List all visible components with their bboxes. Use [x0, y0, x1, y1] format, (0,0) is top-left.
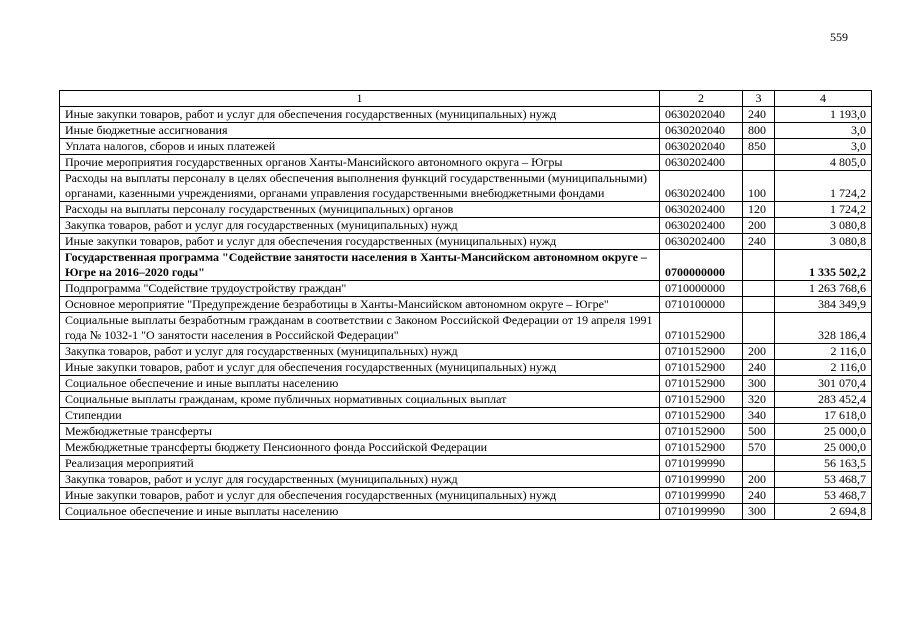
table-row	[60, 376, 872, 392]
row-code-cell: 0710152900	[660, 376, 743, 392]
row-type-cell: 240	[743, 488, 775, 504]
row-amount-cell: 1 724,2	[775, 202, 872, 218]
row-name-cell: Иные закупки товаров, работ и услуг для обеспечения государственных (муниципальных) нужд	[60, 107, 660, 123]
row-name-cell: Закупка товаров, работ и услуг для государственных (муниципальных) нужд	[60, 218, 660, 234]
row-type-cell	[743, 155, 775, 171]
row-amount-cell: 17 618,0	[775, 408, 872, 424]
row-amount-cell: 56 163,5	[775, 456, 872, 472]
table-row	[60, 360, 872, 376]
row-code-cell: 0710000000	[660, 281, 743, 297]
table-row	[60, 440, 872, 456]
header-col-3: 3	[743, 91, 775, 107]
row-code-cell: 0710199990	[660, 456, 743, 472]
row-name-cell: Уплата налогов, сборов и иных платежей	[60, 139, 660, 155]
row-amount-cell: 53 468,7	[775, 488, 872, 504]
table-row	[60, 218, 872, 234]
table-row	[60, 408, 872, 424]
table-row	[60, 202, 872, 218]
row-type-cell: 850	[743, 139, 775, 155]
row-name-cell: Государственная программа "Содействие занятости населения в Ханты-Мансийском автономном округе – Югре на 2016–2020 годы"	[60, 250, 660, 281]
table-row	[60, 504, 872, 520]
row-code-cell: 0630202400	[660, 155, 743, 171]
page-number: 559	[830, 30, 848, 44]
row-type-cell: 500	[743, 424, 775, 440]
row-amount-cell: 3,0	[775, 139, 872, 155]
row-type-cell	[743, 281, 775, 297]
row-code-cell: 0700000000	[660, 250, 743, 281]
table-row	[60, 344, 872, 360]
row-amount-cell: 3 080,8	[775, 218, 872, 234]
row-code-cell: 0710152900	[660, 313, 743, 344]
row-type-cell	[743, 297, 775, 313]
table-row	[60, 488, 872, 504]
row-type-cell: 200	[743, 472, 775, 488]
row-amount-cell: 2 694,8	[775, 504, 872, 520]
table-row	[60, 155, 872, 171]
row-amount-cell: 283 452,4	[775, 392, 872, 408]
row-code-cell: 0630202040	[660, 107, 743, 123]
row-name-cell: Основное мероприятие "Предупреждение безработицы в Ханты-Мансийском автономном округе – Югре"	[60, 297, 660, 313]
row-code-cell: 0710152900	[660, 424, 743, 440]
row-type-cell	[743, 250, 775, 281]
table-row	[60, 472, 872, 488]
row-name-cell: Межбюджетные трансферты бюджету Пенсионного фонда Российской Федерации	[60, 440, 660, 456]
table-row	[60, 123, 872, 139]
row-amount-cell: 301 070,4	[775, 376, 872, 392]
row-amount-cell: 25 000,0	[775, 424, 872, 440]
table-row	[60, 171, 872, 202]
table-row	[60, 107, 872, 123]
row-code-cell: 0710152900	[660, 440, 743, 456]
row-type-cell: 200	[743, 344, 775, 360]
row-type-cell: 240	[743, 107, 775, 123]
row-code-cell: 0630202400	[660, 171, 743, 202]
row-amount-cell: 2 116,0	[775, 360, 872, 376]
row-name-cell: Закупка товаров, работ и услуг для государственных (муниципальных) нужд	[60, 344, 660, 360]
row-type-cell: 100	[743, 171, 775, 202]
row-name-cell: Межбюджетные трансферты	[60, 424, 660, 440]
row-type-cell: 800	[743, 123, 775, 139]
budget-table	[59, 90, 872, 520]
row-type-cell: 300	[743, 376, 775, 392]
row-code-cell: 0710152900	[660, 392, 743, 408]
table-row	[60, 250, 872, 281]
row-code-cell: 0710199990	[660, 472, 743, 488]
row-name-cell: Социальное обеспечение и иные выплаты населению	[60, 504, 660, 520]
row-type-cell: 320	[743, 392, 775, 408]
table-row	[60, 313, 872, 344]
row-type-cell	[743, 313, 775, 344]
row-type-cell: 240	[743, 360, 775, 376]
row-name-cell: Расходы на выплаты персоналу государственных (муниципальных) органов	[60, 202, 660, 218]
row-code-cell: 0630202400	[660, 218, 743, 234]
row-name-cell: Стипендии	[60, 408, 660, 424]
row-name-cell: Социальные выплаты безработным гражданам в соответствии с Законом Российской Федерации от 19 апреля 1991 года № 1032-1 "О занятости населения в Российской Федерации"	[60, 313, 660, 344]
row-amount-cell: 328 186,4	[775, 313, 872, 344]
row-name-cell: Иные бюджетные ассигнования	[60, 123, 660, 139]
header-col-2: 2	[660, 91, 743, 107]
table-row	[60, 456, 872, 472]
row-amount-cell: 1 263 768,6	[775, 281, 872, 297]
table-row	[60, 297, 872, 313]
row-code-cell: 0710199990	[660, 504, 743, 520]
row-name-cell: Иные закупки товаров, работ и услуг для обеспечения государственных (муниципальных) нужд	[60, 360, 660, 376]
row-type-cell: 200	[743, 218, 775, 234]
row-type-cell: 570	[743, 440, 775, 456]
row-type-cell: 120	[743, 202, 775, 218]
row-code-cell: 0710199990	[660, 488, 743, 504]
table-row	[60, 281, 872, 297]
row-code-cell: 0630202400	[660, 234, 743, 250]
table-row	[60, 139, 872, 155]
row-name-cell: Прочие мероприятия государственных органов Ханты-Мансийского автономного округа – Югры	[60, 155, 660, 171]
row-name-cell: Иные закупки товаров, работ и услуг для обеспечения государственных (муниципальных) нужд	[60, 488, 660, 504]
table-row	[60, 234, 872, 250]
row-amount-cell: 53 468,7	[775, 472, 872, 488]
row-amount-cell: 2 116,0	[775, 344, 872, 360]
row-amount-cell: 1 193,0	[775, 107, 872, 123]
row-amount-cell: 1 724,2	[775, 171, 872, 202]
row-name-cell: Расходы на выплаты персоналу в целях обеспечения выполнения функций государственными (муниципальными) органами, казенными учреждениями, органами управления государственными внебюджетными фондами	[60, 171, 660, 202]
row-amount-cell: 384 349,9	[775, 297, 872, 313]
row-code-cell: 0710100000	[660, 297, 743, 313]
row-code-cell: 0710152900	[660, 408, 743, 424]
row-type-cell	[743, 456, 775, 472]
row-code-cell: 0630202040	[660, 139, 743, 155]
table-row	[60, 424, 872, 440]
row-amount-cell: 1 335 502,2	[775, 250, 872, 281]
row-name-cell: Социальное обеспечение и иные выплаты населению	[60, 376, 660, 392]
row-type-cell: 300	[743, 504, 775, 520]
row-name-cell: Реализация мероприятий	[60, 456, 660, 472]
row-code-cell: 0710152900	[660, 360, 743, 376]
row-type-cell: 340	[743, 408, 775, 424]
row-code-cell: 0630202400	[660, 202, 743, 218]
row-name-cell: Подпрограмма "Содействие трудоустройству граждан"	[60, 281, 660, 297]
row-code-cell: 0710152900	[660, 344, 743, 360]
row-name-cell: Закупка товаров, работ и услуг для государственных (муниципальных) нужд	[60, 472, 660, 488]
row-type-cell: 240	[743, 234, 775, 250]
row-name-cell: Иные закупки товаров, работ и услуг для обеспечения государственных (муниципальных) нужд	[60, 234, 660, 250]
table-row	[60, 392, 872, 408]
header-col-4: 4	[775, 91, 872, 107]
header-col-1: 1	[60, 91, 660, 107]
row-amount-cell: 25 000,0	[775, 440, 872, 456]
table-header-row	[60, 91, 872, 107]
row-amount-cell: 3,0	[775, 123, 872, 139]
row-name-cell: Социальные выплаты гражданам, кроме публичных нормативных социальных выплат	[60, 392, 660, 408]
row-amount-cell: 4 805,0	[775, 155, 872, 171]
row-amount-cell: 3 080,8	[775, 234, 872, 250]
row-code-cell: 0630202040	[660, 123, 743, 139]
